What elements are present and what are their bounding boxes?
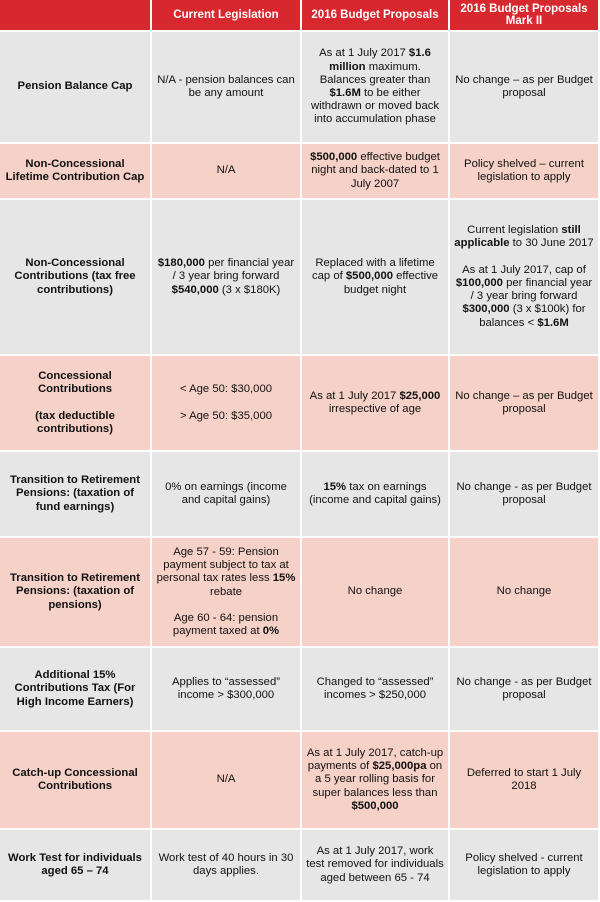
mark2-proposal-cell	[450, 732, 600, 830]
paragraph-gap	[4, 397, 146, 410]
mark2-text: No change - as per Budget proposal	[456, 675, 592, 701]
label-text: Catch-up Concessional Contributions	[12, 766, 138, 792]
table-row	[0, 830, 600, 902]
current-legislation-cell	[152, 830, 302, 902]
header-current-legislation: Current Legislation	[152, 0, 302, 32]
budget-proposal-cell	[302, 200, 450, 356]
label-text: Non-Concessional Contributions (tax free contributions)	[14, 257, 136, 296]
current-text: Applies to “assessed” income > $300,000	[172, 675, 280, 701]
budget-text: As at 1 July 2017 $25,000 irrespective of age	[309, 389, 441, 415]
current-text: 0% on earnings (income and capital gains)	[165, 480, 287, 506]
mark2-text: No change – as per Budget proposal	[455, 389, 593, 415]
current-text: Age 57 - 59: Pension payment subject to tax at personal tax rates less 15% rebate	[156, 545, 296, 598]
table-row	[0, 32, 600, 144]
current-legislation-cell	[152, 452, 302, 538]
budget-proposal-cell	[302, 452, 450, 538]
current-text: N/A	[216, 164, 236, 177]
current-text: N/A - pension balances can be any amount	[157, 73, 295, 99]
budget-text: As at 1 July 2017 $1.6 million maximum. Balances greater than $1.6M to be either withdrawn or moved back into accumulation phase	[310, 47, 440, 126]
row-label-cell	[0, 452, 152, 538]
budget-proposal-cell	[302, 830, 450, 902]
current-legislation-cell	[152, 200, 302, 356]
table-row	[0, 648, 600, 732]
mark2-proposal-cell	[450, 538, 600, 648]
label-text: Non-Concessional Lifetime Contribution Cap	[5, 157, 145, 183]
header-budget-proposals-mark2: 2016 Budget Proposals Mark II	[450, 0, 600, 32]
table-body	[0, 32, 600, 902]
label-text: (tax deductible contributions)	[35, 409, 115, 435]
label-text: Transition to Retirement Pensions: (taxation of pensions)	[10, 572, 140, 611]
row-label-cell	[0, 830, 152, 902]
budget-text: As at 1 July 2017, work test removed for individuals aged between 65 - 74	[306, 845, 444, 884]
mark2-proposal-cell	[450, 452, 600, 538]
mark2-text: Policy shelved – current legislation to apply	[464, 157, 584, 183]
table-row	[0, 200, 600, 356]
mark2-proposal-cell	[450, 200, 600, 356]
current-text: $180,000 per financial year / 3 year bring forward $540,000 (3 x $180K)	[157, 257, 295, 296]
paragraph-gap	[454, 251, 594, 264]
budget-proposal-cell	[302, 144, 450, 200]
mark2-text: Policy shelved - current legislation to apply	[465, 851, 583, 877]
budget-proposal-cell	[302, 538, 450, 648]
current-text: Age 60 - 64: pension payment taxed at 0%	[172, 611, 280, 637]
budget-proposal-cell	[302, 32, 450, 144]
header-blank-cell	[0, 0, 152, 32]
mark2-proposal-cell	[450, 356, 600, 452]
current-text: > Age 50: $35,000	[179, 409, 273, 422]
budget-proposal-cell	[302, 648, 450, 732]
current-text: Work test of 40 hours in 30 days applies.	[158, 851, 294, 877]
row-label-cell	[0, 538, 152, 648]
mark2-proposal-cell	[450, 32, 600, 144]
row-label-cell	[0, 32, 152, 144]
label-text: Work Test for individuals aged 65 – 74	[8, 851, 142, 877]
budget-proposal-cell	[302, 356, 450, 452]
paragraph-gap	[156, 397, 296, 410]
mark2-text: No change - as per Budget proposal	[456, 480, 592, 506]
budget-proposal-cell	[302, 732, 450, 830]
current-legislation-cell	[152, 144, 302, 200]
current-legislation-cell	[152, 538, 302, 648]
mark2-text: No change	[496, 585, 552, 598]
label-text: Concessional Contributions	[37, 370, 113, 396]
paragraph-gap	[156, 599, 296, 612]
table-row	[0, 732, 600, 830]
row-label-cell	[0, 732, 152, 830]
budget-text: No change	[347, 585, 403, 598]
row-label-cell	[0, 356, 152, 452]
current-legislation-cell	[152, 32, 302, 144]
current-legislation-cell	[152, 356, 302, 452]
budget-text: 15% tax on earnings (income and capital gains)	[309, 480, 441, 506]
mark2-proposal-cell	[450, 830, 600, 902]
header-row	[0, 0, 600, 32]
current-text: < Age 50: $30,000	[179, 383, 273, 396]
table-row	[0, 356, 600, 452]
row-label-cell	[0, 144, 152, 200]
budget-text: Replaced with a lifetime cap of $500,000 effective budget night	[311, 257, 439, 296]
mark2-text: Current legislation still applicable to 30 June 2017	[454, 224, 594, 250]
label-text: Additional 15% Contributions Tax (For High Income Earners)	[14, 669, 136, 708]
table-row	[0, 144, 600, 200]
mark2-proposal-cell	[450, 144, 600, 200]
budget-text: Changed to “assessed” incomes > $250,000	[316, 675, 434, 701]
mark2-text: Deferred to start 1 July 2018	[466, 766, 582, 792]
table-row	[0, 452, 600, 538]
mark2-proposal-cell	[450, 648, 600, 732]
row-label-cell	[0, 648, 152, 732]
budget-text: $500,000 effective budget night and back-dated to 1 July 2007	[310, 151, 440, 190]
label-text: Pension Balance Cap	[17, 80, 133, 93]
current-legislation-cell	[152, 732, 302, 830]
table-row	[0, 538, 600, 648]
mark2-text: No change – as per Budget proposal	[455, 73, 593, 99]
budget-text: As at 1 July 2017, catch-up payments of $25,000pa on a 5 year rolling basis for super balances less than $500,000	[306, 746, 444, 812]
label-text: Transition to Retirement Pensions: (taxation of fund earnings)	[10, 474, 140, 513]
header-budget-proposals: 2016 Budget Proposals	[302, 0, 450, 32]
mark2-text: As at 1 July 2017, cap of $100,000 per financial year / 3 year bring forward $300,000 (3 x $100k) for balances < $1.6M	[455, 263, 593, 329]
current-text: N/A	[216, 773, 236, 786]
row-label-cell	[0, 200, 152, 356]
current-legislation-cell	[152, 648, 302, 732]
